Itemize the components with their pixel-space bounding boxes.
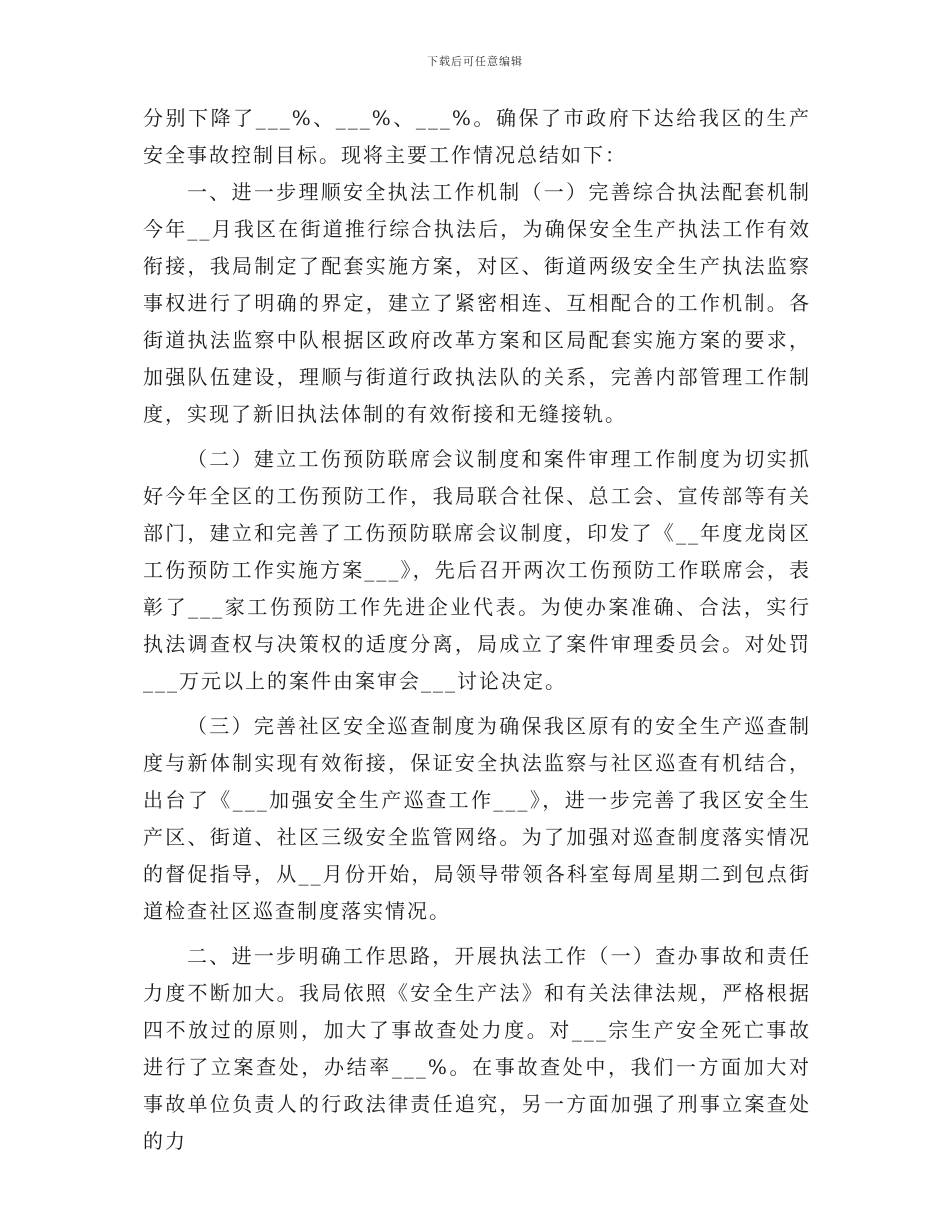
paragraph-continuation: 分别下降了___%、___%、___%。确保了市政府下达给我区的生产安全事故控制目标。现将主要工作情况总结如下： [143,106,811,167]
paragraph-section-two: 二、进一步明确工作思路，开展执法工作（一）查办事故和责任力度不断加大。我局依照《安全生产法》和有关法律法规，严格根据四不放过的原则，加大了事故查处力度。对___宗生产安全死亡事故进行了立案查处，办结率___%。在事故查处中，我们一方面加大对事故单位负责人的行政法律责任追究，另一方面加强了刑事立案查处的力 [143,944,811,1153]
paragraph-subsection-two: （二）建立工伤预防联席会议制度和案件审理工作制度为切实抓好今年全区的工伤预防工作，我局联合社保、总工会、宣传部等有关部门，建立和完善了工伤预防联席会议制度，印发了《__年度龙岗区工伤预防工作实施方案___》，先后召开两次工伤预防工作联席会，表彰了___家工伤预防工作先进企业代表。为使办案准确、合法，实行执法调查权与决策权的适度分离，局成立了案件审理委员会。对处罚___万元以上的案件由案审会___讨论决定。 [143,447,811,693]
page-header: 下载后可任意编辑 [427,55,523,68]
document-body [143,100,811,1160]
paragraph-subsection-three: （三）完善社区安全巡查制度为确保我区原有的安全生产巡查制度与新体制实现有效衔接，保证安全执法监察与社区巡查有机结合，出台了《___加强安全生产巡查工作___》，进一步完善了我区安全生产区、街道、社区三级安全监管网络。为了加强对巡查制度落实情况的督促指导，从__月份开始，局领导带领各科室每周星期二到包点街道检查社区巡查制度落实情况。 [143,714,811,923]
paragraph-section-one: 一、进一步理顺安全执法工作机制（一）完善综合执法配套机制今年__月我区在街道推行综合执法后，为确保安全生产执法工作有效衔接，我局制定了配套实施方案，对区、街道两级安全生产执法监察事权进行了明确的界定，建立了紧密相连、互相配合的工作机制。各街道执法监察中队根据区政府改革方案和区局配套实施方案的要求，加强队伍建设，理顺与街道行政执法队的关系，完善内部管理工作制度，实现了新旧执法体制的有效衔接和无缝接轨。 [143,180,811,426]
